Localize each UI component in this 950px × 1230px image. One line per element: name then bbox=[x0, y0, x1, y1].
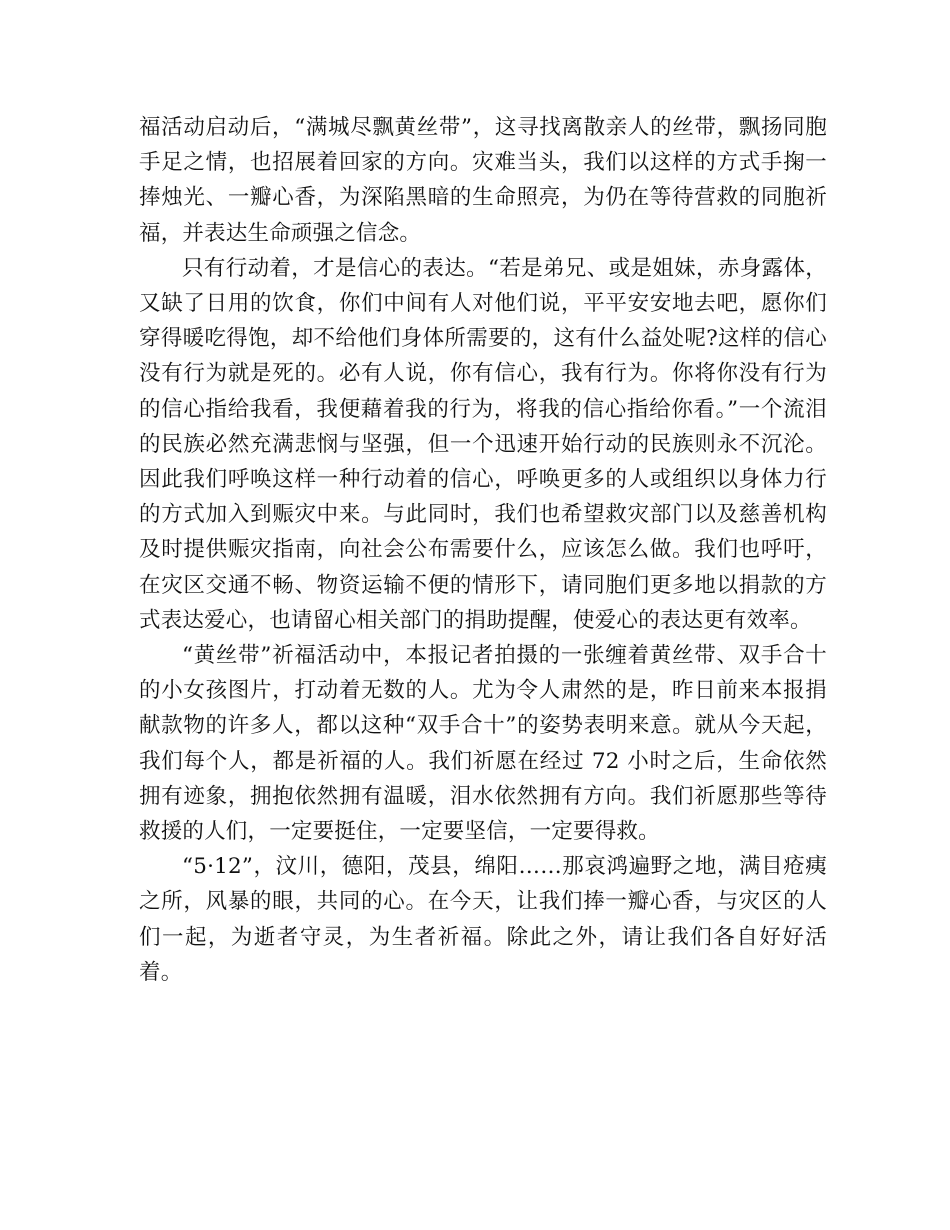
paragraph-1: 福活动启动后，“满城尽飘黄丝带”，这寻找离散亲人的丝带，飘扬同胞手足之情，也招展着回家的方向。灾难当头，我们以这样的方式手掬一捧烛光、一瓣心香，为深陷黑暗的生命照亮，为仍在等待营救的同胞祈福，并表达生命顽强之信念。 bbox=[139, 115, 827, 246]
paragraph-3: “黄丝带”祈福活动中，本报记者拍摄的一张缠着黄丝带、双手合十的小女孩图片，打动着无数的人。尤为令人肃然的是，昨日前来本报捐献款物的许多人，都以这种“双手合十”的姿势表明来意。就从今天起，我们每个人，都是祈福的人。我们祈愿在经过 72 小时之后，生命依然拥有迹象，拥抱依然拥有温暖，泪水依然拥有方向。我们祈愿那些等待救援的人们，一定要挺住，一定要坚信，一定要得救。 bbox=[139, 643, 827, 845]
paragraph-2: 只有行动着，才是信心的表达。“若是弟兄、或是姐妹，赤身露体，又缺了日用的饮食，你们中间有人对他们说，平平安安地去吧，愿你们穿得暖吃得饱，却不给他们身体所需要的，这有什么益处呢?这样的信心没有行为就是死的。必有人说，你有信心，我有行为。你将你没有行为的信心指给我看，我便藉着我的行为，将我的信心指给你看。”一个流泪的民族必然充满悲悯与坚强，但一个迅速开始行动的民族则永不沉沦。因此我们呼唤这样一种行动着的信心，呼唤更多的人或组织以身体力行的方式加入到赈灾中来。与此同时，我们也希望救灾部门以及慈善机构及时提供赈灾指南，向社会公布需要什么，应该怎么做。我们也呼吁，在灾区交通不畅、物资运输不便的情形下，请同胞们更多地以捐款的方式表达爱心，也请留心相关部门的捐助提醒，使爱心的表达更有效率。 bbox=[139, 255, 827, 633]
paragraph-4: “5·12”，汶川，德阳，茂县，绵阳……那哀鸿遍野之地，满目疮痍之所，风暴的眼，共同的心。在今天，让我们捧一瓣心香，与灾区的人们一起，为逝者守灵，为生者祈福。除此之外，请让我们各自好好活着。 bbox=[139, 854, 827, 985]
article-body bbox=[139, 110, 827, 990]
